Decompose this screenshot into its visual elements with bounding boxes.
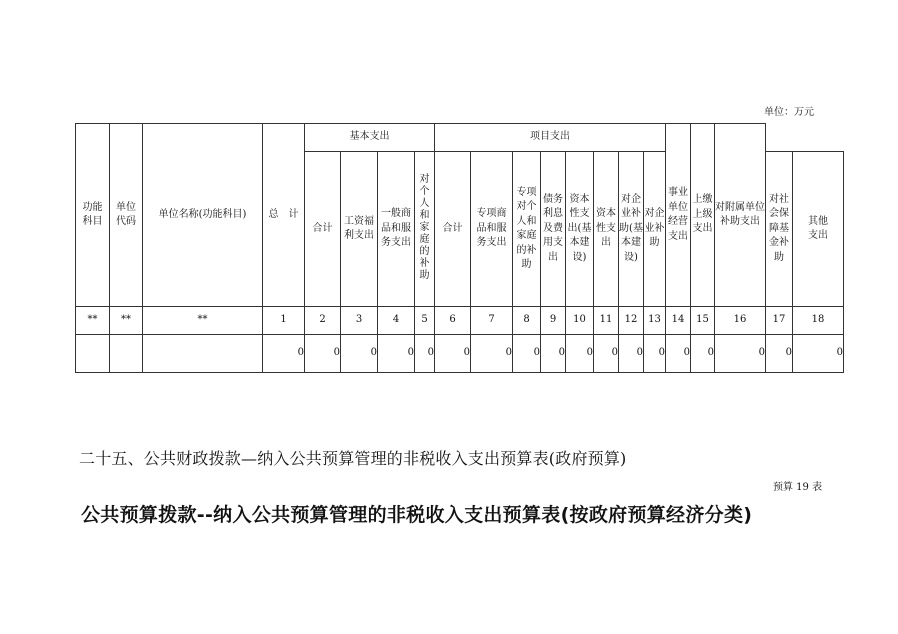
data-cell: 0 (691, 335, 715, 373)
data-cell: 0 (471, 335, 513, 373)
header-project-capital: 资本性支出 (594, 152, 619, 307)
column-number-cell: 3 (341, 307, 378, 335)
header-business-operating: 事业单位经营支出 (666, 124, 691, 307)
header-unit-code: 单位代码 (110, 124, 143, 307)
table-number: 预算 19 表 (773, 482, 823, 493)
column-number-cell: 1 (263, 307, 305, 335)
header-total: 总 计 (263, 124, 305, 307)
column-number-row (76, 307, 844, 335)
header-project-enterprise-construction: 对企业补助(基本建设) (619, 152, 644, 307)
header-basic-subsidy-individuals: 对个人和家庭的补助 (415, 152, 435, 307)
header-project-subsidy-individuals: 专项对个人和家庭的补助 (513, 152, 541, 307)
column-number-cell: 13 (644, 307, 666, 335)
main-title: 公共预算拨款--纳入公共预算管理的非税收入支出预算表(按政府预算经济分类) (81, 504, 753, 526)
data-row (76, 335, 844, 373)
column-number-cell: ** (110, 307, 143, 335)
unit-label: 单位：万元 (764, 107, 814, 118)
header-basic-goods-services: 一般商品和服务支出 (378, 152, 415, 307)
data-cell (110, 335, 143, 373)
column-number-cell: 16 (715, 307, 766, 335)
header-project-other: 其他支出 (793, 152, 844, 307)
data-cell: 0 (766, 335, 793, 373)
data-cell (143, 335, 263, 373)
column-number-cell: 6 (435, 307, 471, 335)
header-project-goods-services: 专项商品和服务支出 (471, 152, 513, 307)
header-group-project: 项目支出 (435, 124, 666, 152)
column-number-cell: 5 (415, 307, 435, 335)
data-cell: 0 (541, 335, 566, 373)
header-affiliated-subsidy: 对附属单位补助支出 (715, 124, 766, 307)
column-number-cell: 12 (619, 307, 644, 335)
column-number-cell: 7 (471, 307, 513, 335)
data-cell: 0 (793, 335, 844, 373)
column-number-cell: 14 (666, 307, 691, 335)
data-cell: 0 (435, 335, 471, 373)
data-cell (76, 335, 110, 373)
data-cell: 0 (666, 335, 691, 373)
column-number-cell: 15 (691, 307, 715, 335)
column-number-cell: 2 (305, 307, 341, 335)
data-cell: 0 (715, 335, 766, 373)
column-number-cell: 4 (378, 307, 415, 335)
column-number-cell: 10 (566, 307, 594, 335)
header-remit-upper: 上缴上级支出 (691, 124, 715, 307)
data-cell: 0 (594, 335, 619, 373)
header-project-subtotal: 合计 (435, 152, 471, 307)
header-project-debt-interest: 债务利息及费用支出 (541, 152, 566, 307)
column-number-cell: 9 (541, 307, 566, 335)
header-project-capital-construction: 资本性支出(基本建设) (566, 152, 594, 307)
data-cell: 0 (566, 335, 594, 373)
header-group-basic: 基本支出 (305, 124, 435, 152)
column-number-cell: 11 (594, 307, 619, 335)
header-project-enterprise: 对企业补助 (644, 152, 666, 307)
header-project-social-security: 对社会保障基金补助 (766, 152, 793, 307)
column-number-cell: 18 (793, 307, 844, 335)
column-number-cell: 17 (766, 307, 793, 335)
data-cell: 0 (378, 335, 415, 373)
data-cell: 0 (341, 335, 378, 373)
header-func-subject: 功能科目 (76, 124, 110, 307)
column-number-cell: 8 (513, 307, 541, 335)
header-basic-wages: 工资福利支出 (341, 152, 378, 307)
data-cell: 0 (513, 335, 541, 373)
data-cell: 0 (619, 335, 644, 373)
header-basic-subtotal: 合计 (305, 152, 341, 307)
column-number-cell: ** (143, 307, 263, 335)
header-unit-name: 单位名称(功能科目) (143, 124, 263, 307)
budget-table (75, 123, 844, 373)
data-cell: 0 (263, 335, 305, 373)
data-cell: 0 (644, 335, 666, 373)
data-cell: 0 (305, 335, 341, 373)
section-title: 二十五、公共财政拨款—纳入公共预算管理的非税收入支出预算表(政府预算) (79, 449, 627, 468)
column-number-cell: ** (76, 307, 110, 335)
data-cell: 0 (415, 335, 435, 373)
